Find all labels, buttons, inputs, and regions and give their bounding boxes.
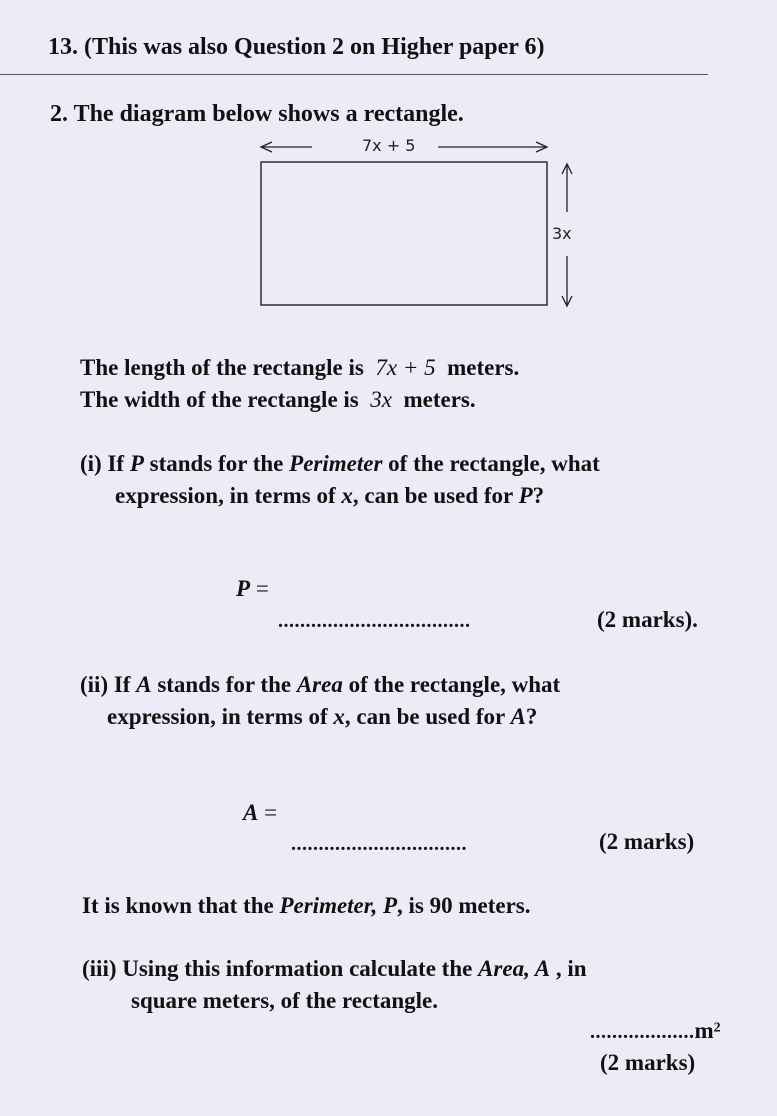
part-i-var: P [129, 451, 144, 476]
part-i-line1 [80, 451, 600, 477]
width-prefix: The width of the rectangle is [80, 387, 359, 412]
question-header: 13. (This was also Question 2 on Higher paper 6) [48, 34, 545, 60]
part-iii-term: Area, A [478, 956, 551, 981]
part-i-answer-label [236, 576, 269, 602]
part-iii-line1 [82, 956, 587, 982]
width-label: 3x [552, 224, 572, 243]
length-unit: meters. [447, 355, 520, 380]
length-prefix: The length of the rectangle is [80, 355, 364, 380]
part-iii-line2: square meters, of the rectangle. [131, 988, 439, 1013]
part-ii-line2-a: expression, in terms of [107, 704, 328, 729]
part-iii-text-b: , in [555, 956, 587, 981]
width-statement [80, 387, 476, 413]
part-ii-var: A [136, 672, 152, 697]
width-unit: meters. [403, 387, 476, 412]
part-ii-line2-var2: A [510, 704, 526, 729]
part-i-marks: (2 marks). [597, 607, 698, 632]
question-intro: 2. The diagram below shows a rectangle. [50, 101, 464, 127]
length-statement [80, 355, 519, 381]
part-ii-text-c: of the rectangle, what [348, 672, 561, 697]
part-i-line2-c: ? [532, 483, 545, 508]
part-i-answer-blank[interactable]: ................................... [278, 610, 471, 632]
part-iii-answer-blank[interactable]: ................... [590, 1021, 695, 1043]
part-ii-answer-eq: = [258, 800, 278, 825]
rectangle-diagram [250, 130, 600, 320]
width-expression: 3x [370, 387, 392, 412]
part-i-line2-a: expression, in terms of [115, 483, 336, 508]
part-iii-unit-sup: 2 [713, 1020, 721, 1036]
known-statement [82, 893, 531, 919]
part-iii-marks: (2 marks) [600, 1050, 696, 1075]
part-i-line2 [115, 483, 544, 509]
part-ii-marks: (2 marks) [599, 829, 695, 854]
part-i-text-b: stands for the [149, 451, 284, 476]
known-text-b: , is 90 meters. [397, 893, 531, 918]
part-iii-unit: m [694, 1018, 714, 1043]
part-iii-answer [590, 1018, 721, 1044]
part-ii-line2 [107, 704, 537, 730]
part-ii-answer-label [243, 800, 277, 826]
known-term: Perimeter, P [279, 893, 397, 918]
part-i-line2-var: x [341, 483, 353, 508]
part-ii-line2-var: x [333, 704, 345, 729]
part-i-line2-b: , can be used for [352, 483, 513, 508]
part-ii-line2-b: , can be used for [344, 704, 505, 729]
part-ii-answer-blank[interactable]: ................................ [291, 833, 467, 855]
part-i-answer-var: P [236, 576, 251, 601]
part-ii-text-b: stands for the [157, 672, 292, 697]
part-ii-answer-var: A [243, 800, 259, 825]
part-i-answer-eq: = [250, 576, 269, 601]
rectangle-shape [261, 162, 547, 305]
length-label: 7x + 5 [362, 136, 416, 155]
known-text-a: It is known that the [82, 893, 274, 918]
part-i-line2-var2: P [518, 483, 533, 508]
part-ii-label: (ii) If [80, 672, 131, 697]
part-ii-term: Area [296, 672, 343, 697]
part-i-label: (i) If [80, 451, 125, 476]
part-i-text-c: of the rectangle, what [388, 451, 600, 476]
length-expression: 7x + 5 [375, 355, 436, 380]
part-ii-line2-c: ? [525, 704, 538, 729]
header-divider [0, 74, 708, 75]
part-i-term: Perimeter [289, 451, 383, 476]
part-iii-text-a: (iii) Using this information calculate the [82, 956, 473, 981]
part-ii-line1 [80, 672, 560, 698]
